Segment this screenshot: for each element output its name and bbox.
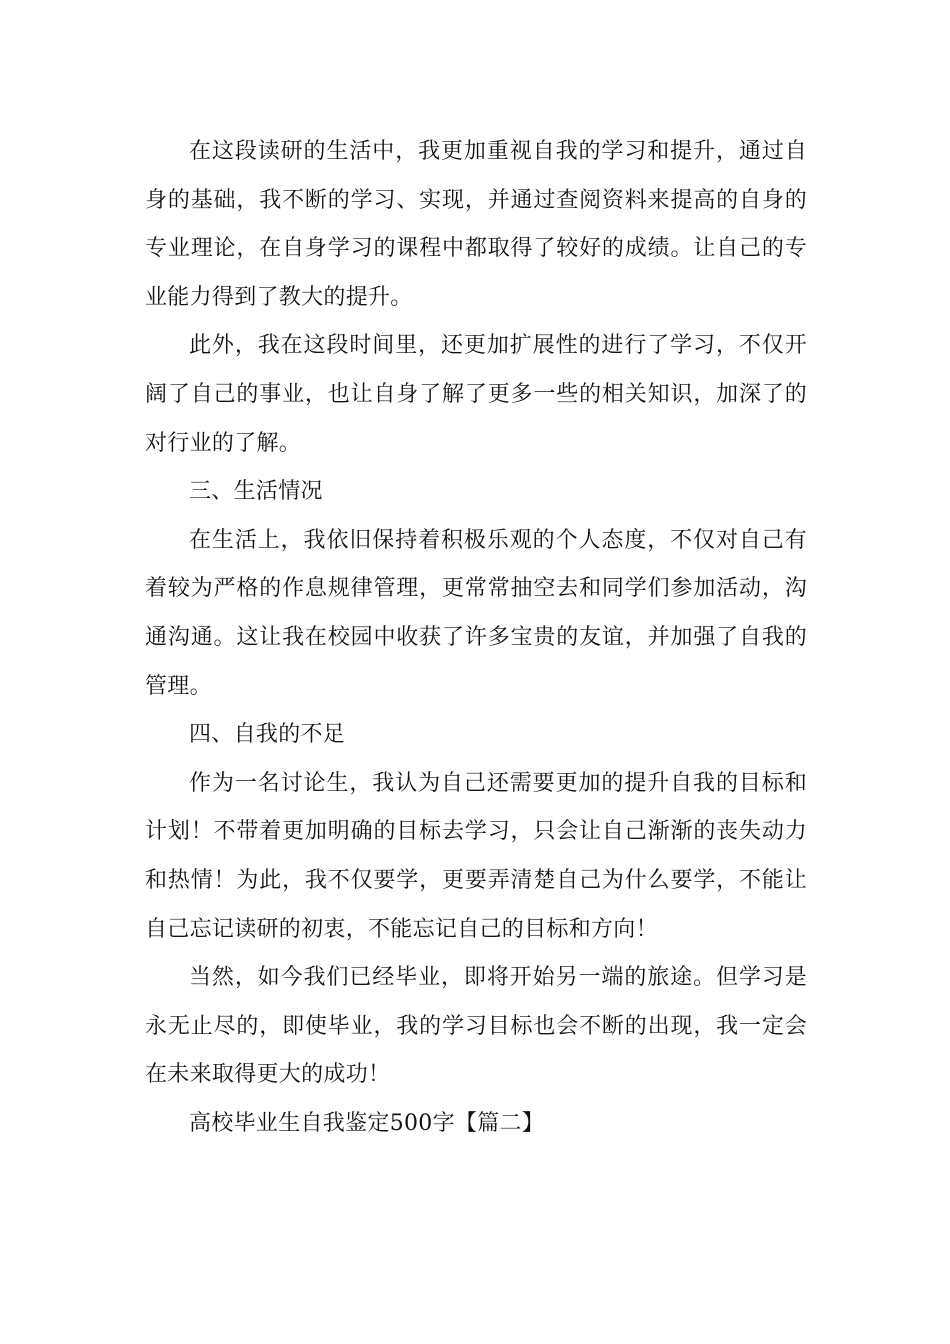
paragraph-shortcomings: 作为一名讨论生，我认为自己还需要更加的提升自我的目标和计划！不带着更加明确的目标去学习，只会让自己渐渐的丧失动力和热情！为此，我不仅要学，更要弄清楚自己为什么要学，不能让自己忘记读研的初衷，不能忘记自己的目标和方向！	[145, 770, 807, 942]
next-article-title: 高校毕业生自我鉴定500字【篇二】	[189, 1110, 545, 1136]
paragraph-study-improvement: 在这段读研的生活中，我更加重视自我的学习和提升，通过自身的基础，我不断的学习、实现，并通过查阅资料来提高的自身的专业理论，在自身学习的课程中都取得了较好的成绩。让自己的专业能力得到了教大的提升。	[145, 139, 807, 310]
section-heading-life: 三、生活情况	[189, 479, 323, 505]
paragraph-conclusion: 当然，如今我们已经毕业，即将开始另一端的旅途。但学习是永无止尽的，即使毕业，我的学习目标也会不断的出现，我一定会在未来取得更大的成功！	[145, 965, 807, 1088]
section-heading-shortcomings: 四、自我的不足	[189, 722, 346, 748]
paragraph-life: 在生活上，我依旧保持着积极乐观的个人态度，不仅对自己有着较为严格的作息规律管理，更常常抽空去和同学们参加活动，沟通沟通。这让我在校园中收获了许多宝贵的友谊，并加强了自我的管理。	[145, 527, 807, 699]
paragraph-extended-learning: 此外，我在这段时间里，还更加扩展性的进行了学习，不仅开阔了自己的事业，也让自身了解了更多一些的相关知识，加深了的对行业的了解。	[145, 333, 807, 456]
document-body	[145, 128, 807, 1148]
